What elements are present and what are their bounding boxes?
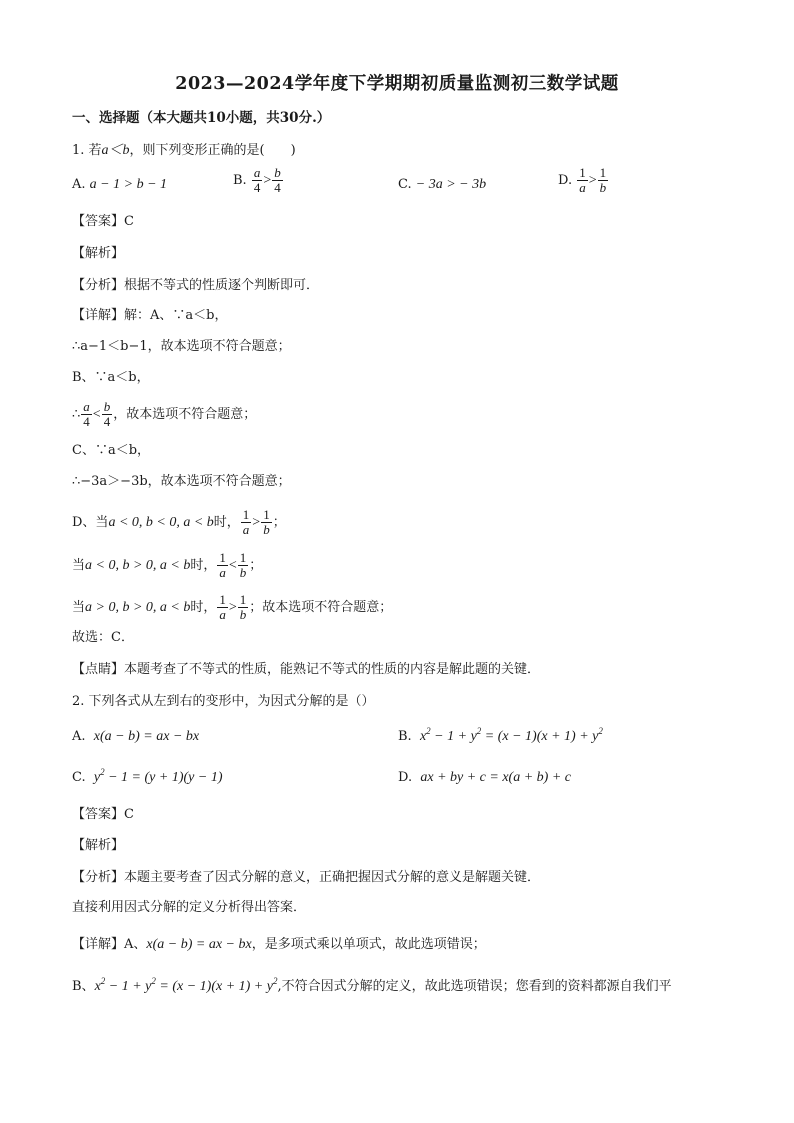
relation-symbol: > (263, 173, 272, 188)
q1-analysis-tag: 【解析】 (72, 246, 125, 261)
q2-option-c-label: C. (72, 770, 86, 785)
q1-detail-line: ∴−3a＞−3b，故本选项不符合题意； (72, 474, 291, 489)
fraction-numerator: 1 (599, 165, 607, 180)
detail-condition: a < 0, b < 0, a < b (108, 515, 214, 530)
fraction-numerator: 1 (219, 550, 226, 565)
q1-choose: 故选：C． (72, 630, 134, 645)
relation-symbol: < (92, 407, 101, 422)
fraction-denominator: b (239, 607, 247, 622)
exponent: 2 (272, 976, 278, 986)
fraction-denominator: b (239, 565, 247, 580)
fraction-numerator: 1 (219, 592, 226, 607)
exponent: 2 (100, 767, 105, 777)
fraction-denominator: a (242, 522, 250, 537)
section-heading: 一、选择题（本大题共10小题，共30分.） (72, 110, 331, 126)
expr-part: = (x − 1)(x + 1) + y (155, 979, 273, 994)
q2-option-c (72, 768, 222, 788)
q2-stem: 2. 下列各式从左到右的变形中，为因式分解的是（） (72, 694, 375, 709)
detail-suffix: ； (249, 558, 263, 573)
fraction-numerator: 1 (239, 550, 247, 565)
detail-suffix: ； (272, 515, 286, 530)
fraction-denominator: 4 (253, 180, 261, 195)
fraction-numerator: a (253, 165, 261, 180)
exponent: 2 (598, 726, 603, 736)
q1-detail-line (72, 551, 262, 580)
relation-symbol: < (228, 558, 237, 573)
q2-detail-b (72, 977, 672, 997)
q1-stem-prefix: 1. 若 (72, 143, 102, 158)
q1-detail-line (72, 400, 256, 429)
q1-option-a (72, 175, 167, 195)
q1-comment: 【点睛】本题考查了不等式的性质，能熟记不等式的性质的内容是解此题的关键． (72, 662, 541, 677)
detail-prefix: 当 (72, 600, 86, 615)
q2-option-d-expr: ax + by + c = x(a + b) + c (420, 770, 571, 785)
detail-suffix: ，是多项式乘以单项式，故此选项错误； (251, 937, 486, 952)
q1-stem (72, 141, 296, 161)
expr-part: x (94, 979, 101, 994)
fraction-numerator: a (83, 399, 90, 414)
q2-option-a-expr: x(a − b) = ax − bx (93, 729, 200, 744)
q1-option-b (233, 166, 284, 195)
q1-detail-line (72, 508, 286, 537)
fraction-numerator: 1 (263, 507, 270, 522)
q1-analysis: 【分析】根据不等式的性质逐个判断即可． (72, 278, 320, 293)
fraction-numerator: 1 (579, 165, 586, 180)
q1-detail-line: 【详解】解：A、∵a＜b， (72, 308, 228, 323)
detail-mid: 时， (190, 558, 217, 573)
q1-detail-line: ∴a−1＜b−1，故本选项不符合题意； (72, 339, 291, 354)
expr-part: − 1 + y (105, 979, 152, 994)
relation-symbol: > (228, 600, 237, 615)
q1-option-c (398, 175, 486, 195)
detail-prefix: 【详解】A、 (72, 937, 147, 952)
q1-option-b-label: B. (233, 173, 247, 188)
expr-part: x (419, 729, 427, 744)
detail-prefix: D、当 (72, 515, 109, 530)
q1-option-a-expr: a − 1 > b − 1 (89, 177, 168, 192)
q2-direct: 直接利用因式分解的定义分析得出答案． (72, 900, 307, 915)
fraction-denominator: a (219, 565, 226, 580)
q2-analysis: 【分析】本题主要考查了因式分解的意义，正确把握因式分解的意义是解题关键． (72, 870, 541, 885)
exponent: 2 (476, 726, 482, 736)
fraction-denominator: 4 (274, 180, 281, 195)
expr-part: − 1 = (y + 1)(y − 1) (104, 770, 223, 785)
detail-suffix: ,不符合因式分解的定义，故此选项错误；您看到的资料都源自我们平 (277, 979, 672, 994)
q1-detail-line: C、∵a＜b， (72, 443, 151, 458)
q1-answer: 【答案】C (72, 214, 134, 229)
relation-symbol: > (588, 173, 597, 188)
fraction-numerator: 1 (239, 592, 247, 607)
fraction-denominator: a (219, 607, 226, 622)
detail-suffix: ，故本选项不符合题意； (113, 407, 257, 422)
q2-option-a-label: A. (72, 729, 86, 744)
detail-prefix: 当 (72, 558, 86, 573)
expr-part: = (x − 1)(x + 1) + y (481, 729, 599, 744)
q2-answer: 【答案】C (72, 807, 134, 822)
detail-prefix: ∴ (72, 407, 81, 422)
q1-option-a-label: A. (72, 177, 86, 192)
page-title: 2023—2024学年度下学期期初质量监测初三数学试题 (175, 74, 619, 94)
fraction-numerator: b (274, 165, 281, 180)
detail-condition: a < 0, b > 0, a < b (85, 558, 191, 573)
fraction-denominator: 4 (83, 414, 90, 429)
expr-part: − 1 + y (430, 729, 477, 744)
detail-condition: a > 0, b > 0, a < b (85, 600, 191, 615)
q1-detail-line (72, 593, 392, 622)
detail-suffix: ；故本选项不符合题意； (249, 600, 393, 615)
fraction-numerator: 1 (242, 507, 250, 522)
fraction-denominator: 4 (103, 414, 111, 429)
q1-option-c-expr: − 3a > − 3b (415, 177, 487, 192)
q1-detail-line: B、∵a＜b， (72, 370, 150, 385)
q2-option-d (398, 768, 571, 788)
q2-option-b (398, 727, 603, 747)
detail-expr: x(a − b) = ax − bx (146, 937, 252, 952)
detail-mid: 时， (213, 515, 240, 530)
relation-symbol: > (252, 515, 261, 530)
expr-part: y (93, 770, 101, 785)
q1-stem-cond: a＜b (101, 143, 130, 158)
exponent: 2 (100, 976, 106, 986)
detail-mid: 时， (190, 600, 217, 615)
q1-stem-suffix: ，则下列变形正确的是( ) (129, 143, 296, 158)
fraction-numerator: b (103, 399, 111, 414)
q2-option-a (72, 727, 199, 747)
q2-analysis-tag: 【解析】 (72, 838, 125, 853)
fraction-denominator: b (599, 180, 607, 195)
detail-prefix: B、 (72, 979, 95, 994)
fraction-denominator: a (579, 180, 586, 195)
q1-option-c-label: C. (398, 177, 412, 192)
exponent: 2 (426, 726, 431, 736)
fraction-denominator: b (263, 522, 270, 537)
q1-option-d (558, 166, 609, 195)
exponent: 2 (151, 976, 156, 986)
q2-option-b-label: B. (398, 729, 412, 744)
q2-option-d-label: D. (398, 770, 413, 785)
q1-option-d-label: D. (558, 173, 573, 188)
q2-detail-a (72, 935, 486, 955)
